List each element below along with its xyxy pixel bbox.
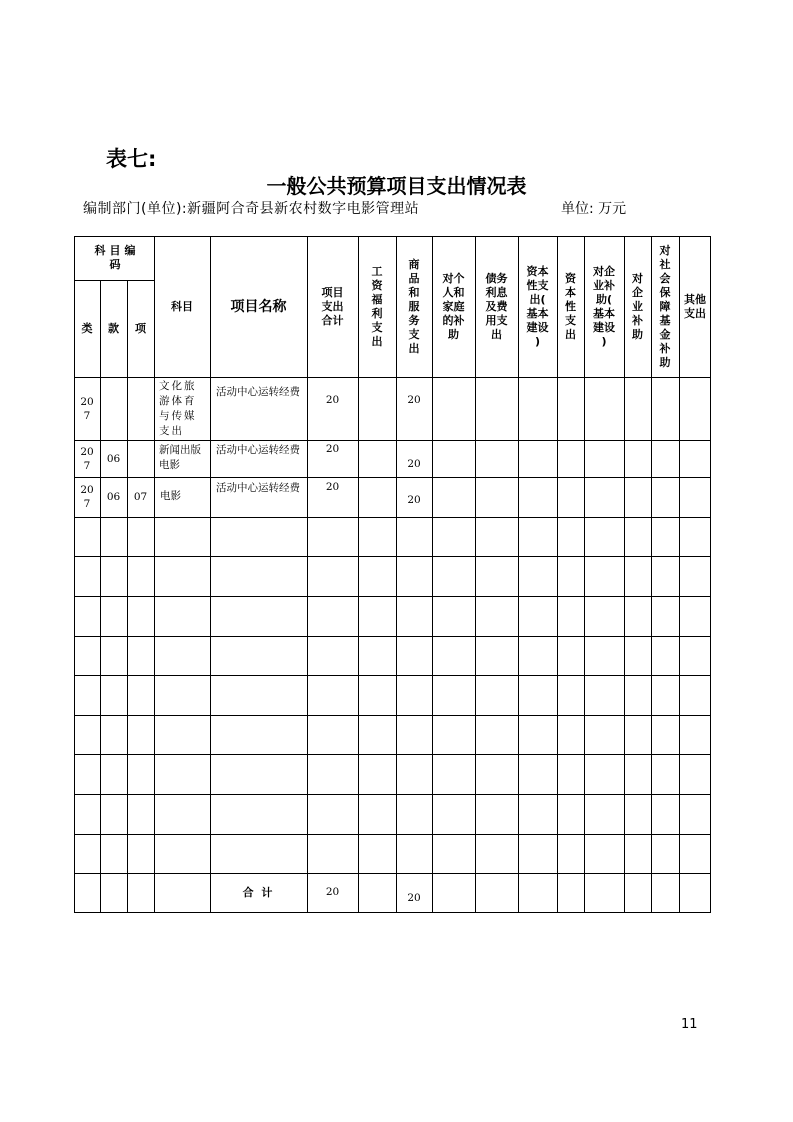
budget-table: [74, 236, 711, 913]
grid-line: [679, 236, 680, 913]
unit-label: 单位: 万元: [561, 201, 627, 217]
header-text-line: 其他: [684, 292, 706, 306]
table-cell-lei: 207: [80, 484, 94, 510]
grid-line: [74, 794, 711, 795]
grid-line: [154, 236, 155, 913]
department-name: 新疆阿合奇县新农村数字电影管理站: [187, 201, 420, 217]
header-text-line: 性: [565, 299, 576, 313]
header-individual-family: [432, 236, 475, 377]
header-text-line: 工: [371, 264, 383, 278]
header-text-line: 会: [659, 271, 671, 285]
header-text-line: 商: [408, 257, 420, 271]
footer-total-label: 合 计: [242, 886, 275, 899]
grid-line: [74, 715, 711, 716]
table-cell-goods: 20: [407, 394, 421, 406]
header-text-line: 支: [565, 313, 576, 327]
header-enterprise: [624, 236, 651, 377]
header-text-line: 合计: [321, 313, 344, 327]
header-text-line: 务: [408, 313, 420, 327]
header-text-line: 金: [659, 327, 671, 341]
table-cell-subject: 文化旅游体育与传媒支出: [159, 380, 197, 437]
table-cell-kuan: 06: [106, 491, 121, 503]
header-text-line: 出: [408, 341, 420, 355]
header-text-line: 人和: [442, 285, 465, 299]
header-text-line: 用支: [485, 313, 508, 327]
grid-line: [74, 377, 711, 378]
table-cell-goods: 20: [407, 494, 421, 506]
header-text-line: 资本: [526, 264, 549, 278]
grid-line: [74, 912, 711, 913]
header-text-line: 社: [659, 257, 671, 271]
header-text-line: 本: [565, 285, 576, 299]
grid-line: [624, 236, 625, 913]
footer-total: 20: [325, 886, 340, 898]
grid-line: [127, 280, 128, 913]
grid-line: [74, 754, 711, 755]
header-text-line: 品: [408, 271, 420, 285]
header-text-line: 基本: [526, 306, 549, 320]
grid-line: [432, 236, 433, 913]
header-total: [307, 236, 358, 377]
header-text-line: 利息: [485, 285, 508, 299]
header-text-line: 利: [371, 306, 383, 320]
header-text-line: 建设: [526, 320, 549, 334]
header-project-name: 项目名称: [230, 298, 287, 315]
header-text-line: 助(: [595, 292, 613, 306]
page-number: 11: [681, 1017, 698, 1032]
table-cell-goods: 20: [407, 458, 421, 470]
header-text-line: 项目: [321, 285, 344, 299]
header-text-line: 出: [371, 334, 383, 348]
grid-line: [74, 236, 711, 237]
header-code-group: [82, 238, 152, 278]
header-text-line: 福: [371, 292, 383, 306]
grid-line: [74, 873, 711, 874]
grid-line: [74, 477, 711, 478]
grid-line: [74, 236, 75, 913]
header-text-line: 基: [659, 313, 671, 327]
header-capital: [557, 236, 584, 377]
header-text-line: 家庭: [442, 299, 465, 313]
header-text-line: 补: [632, 313, 643, 327]
header-xiang: 项: [135, 321, 146, 335]
table-cell-project: 活动中心运转经费: [216, 444, 300, 456]
header-text-line: 及费: [485, 299, 508, 313]
grid-line: [557, 236, 558, 913]
header-text-line: 支出: [684, 306, 706, 320]
grid-line: [74, 636, 711, 637]
table-cell-subject: 电影: [160, 490, 181, 502]
department-label: 编制部门(单位):: [83, 201, 188, 217]
header-text-line: 对个: [442, 271, 465, 285]
header-subject: 科目: [171, 299, 193, 313]
header-text-line: 出: [565, 327, 576, 341]
header-wages: [358, 236, 396, 377]
header-text-line: 企: [632, 285, 643, 299]
page-title: 一般公共预算项目支出情况表: [266, 174, 527, 198]
header-capital-basic: [518, 236, 557, 377]
table-cell-project: 活动中心运转经费: [216, 482, 300, 494]
header-text-line: 支出: [321, 299, 344, 313]
header-text-line: 助: [659, 355, 671, 369]
header-text-line: 对: [659, 243, 671, 257]
header-social-security: [651, 236, 679, 377]
header-text-line: 助: [632, 327, 643, 341]
header-text-line: 对企: [593, 264, 615, 278]
table-cell-total: 20: [325, 481, 340, 493]
header-text-line: 支: [408, 327, 420, 341]
table-label: 表七:: [106, 147, 157, 171]
table-cell-subject: 新闻出版电影: [159, 444, 201, 471]
header-enterprise-basic: [584, 236, 624, 377]
grid-line: [710, 236, 711, 913]
header-other: [679, 236, 711, 377]
grid-line: [210, 236, 211, 913]
table-cell-xiang: 07: [133, 491, 148, 503]
grid-line: [518, 236, 519, 913]
table-cell-project: 活动中心运转经费: [216, 386, 300, 398]
grid-line: [475, 236, 476, 913]
grid-line: [74, 440, 711, 441]
grid-line: [396, 236, 397, 913]
header-text-line: 业补: [593, 278, 615, 292]
header-lei: 类: [81, 321, 93, 335]
header-text-line: ): [534, 334, 541, 348]
grid-line: [74, 675, 711, 676]
header-text-line: 债务: [485, 271, 508, 285]
grid-line: [358, 236, 359, 913]
header-text-line: 资: [565, 271, 576, 285]
header-text-line: 性支: [526, 278, 549, 292]
header-text-line: 和: [408, 285, 420, 299]
table-cell-lei: 207: [80, 445, 94, 472]
department-line: [83, 198, 419, 218]
grid-line: [74, 556, 711, 557]
header-goods-services: [396, 236, 432, 377]
header-kuan: 款: [108, 321, 119, 335]
header-text-line: 对: [632, 271, 643, 285]
table-cell-kuan: 06: [106, 452, 121, 465]
header-text-line: 基本: [593, 306, 615, 320]
header-code-group-text: 科目编码: [94, 244, 140, 271]
header-text-line: 业: [632, 299, 643, 313]
header-text-line: 补: [659, 341, 671, 355]
grid-line: [651, 236, 652, 913]
header-text-line: 出(: [529, 292, 546, 306]
header-text-line: ): [601, 334, 607, 348]
grid-line: [74, 517, 711, 518]
grid-line: [100, 280, 101, 913]
header-debt-interest: [475, 236, 518, 377]
grid-line: [74, 280, 154, 281]
footer-goods: 20: [407, 892, 421, 904]
grid-line: [584, 236, 585, 913]
grid-line: [74, 596, 711, 597]
header-text-line: 资: [371, 278, 383, 292]
grid-line: [74, 834, 711, 835]
header-text-line: 支: [371, 320, 383, 334]
header-text-line: 保: [659, 285, 671, 299]
table-cell-lei: 207: [80, 395, 94, 422]
grid-line: [307, 236, 308, 913]
table-cell-total: 20: [325, 394, 340, 406]
header-text-line: 的补: [442, 313, 465, 327]
header-text-line: 建设: [593, 320, 615, 334]
table-cell-total: 20: [325, 443, 340, 455]
header-text-line: 障: [659, 299, 671, 313]
header-text-line: 服: [408, 299, 420, 313]
header-text-line: 出: [491, 327, 502, 341]
header-text-line: 助: [448, 327, 459, 341]
